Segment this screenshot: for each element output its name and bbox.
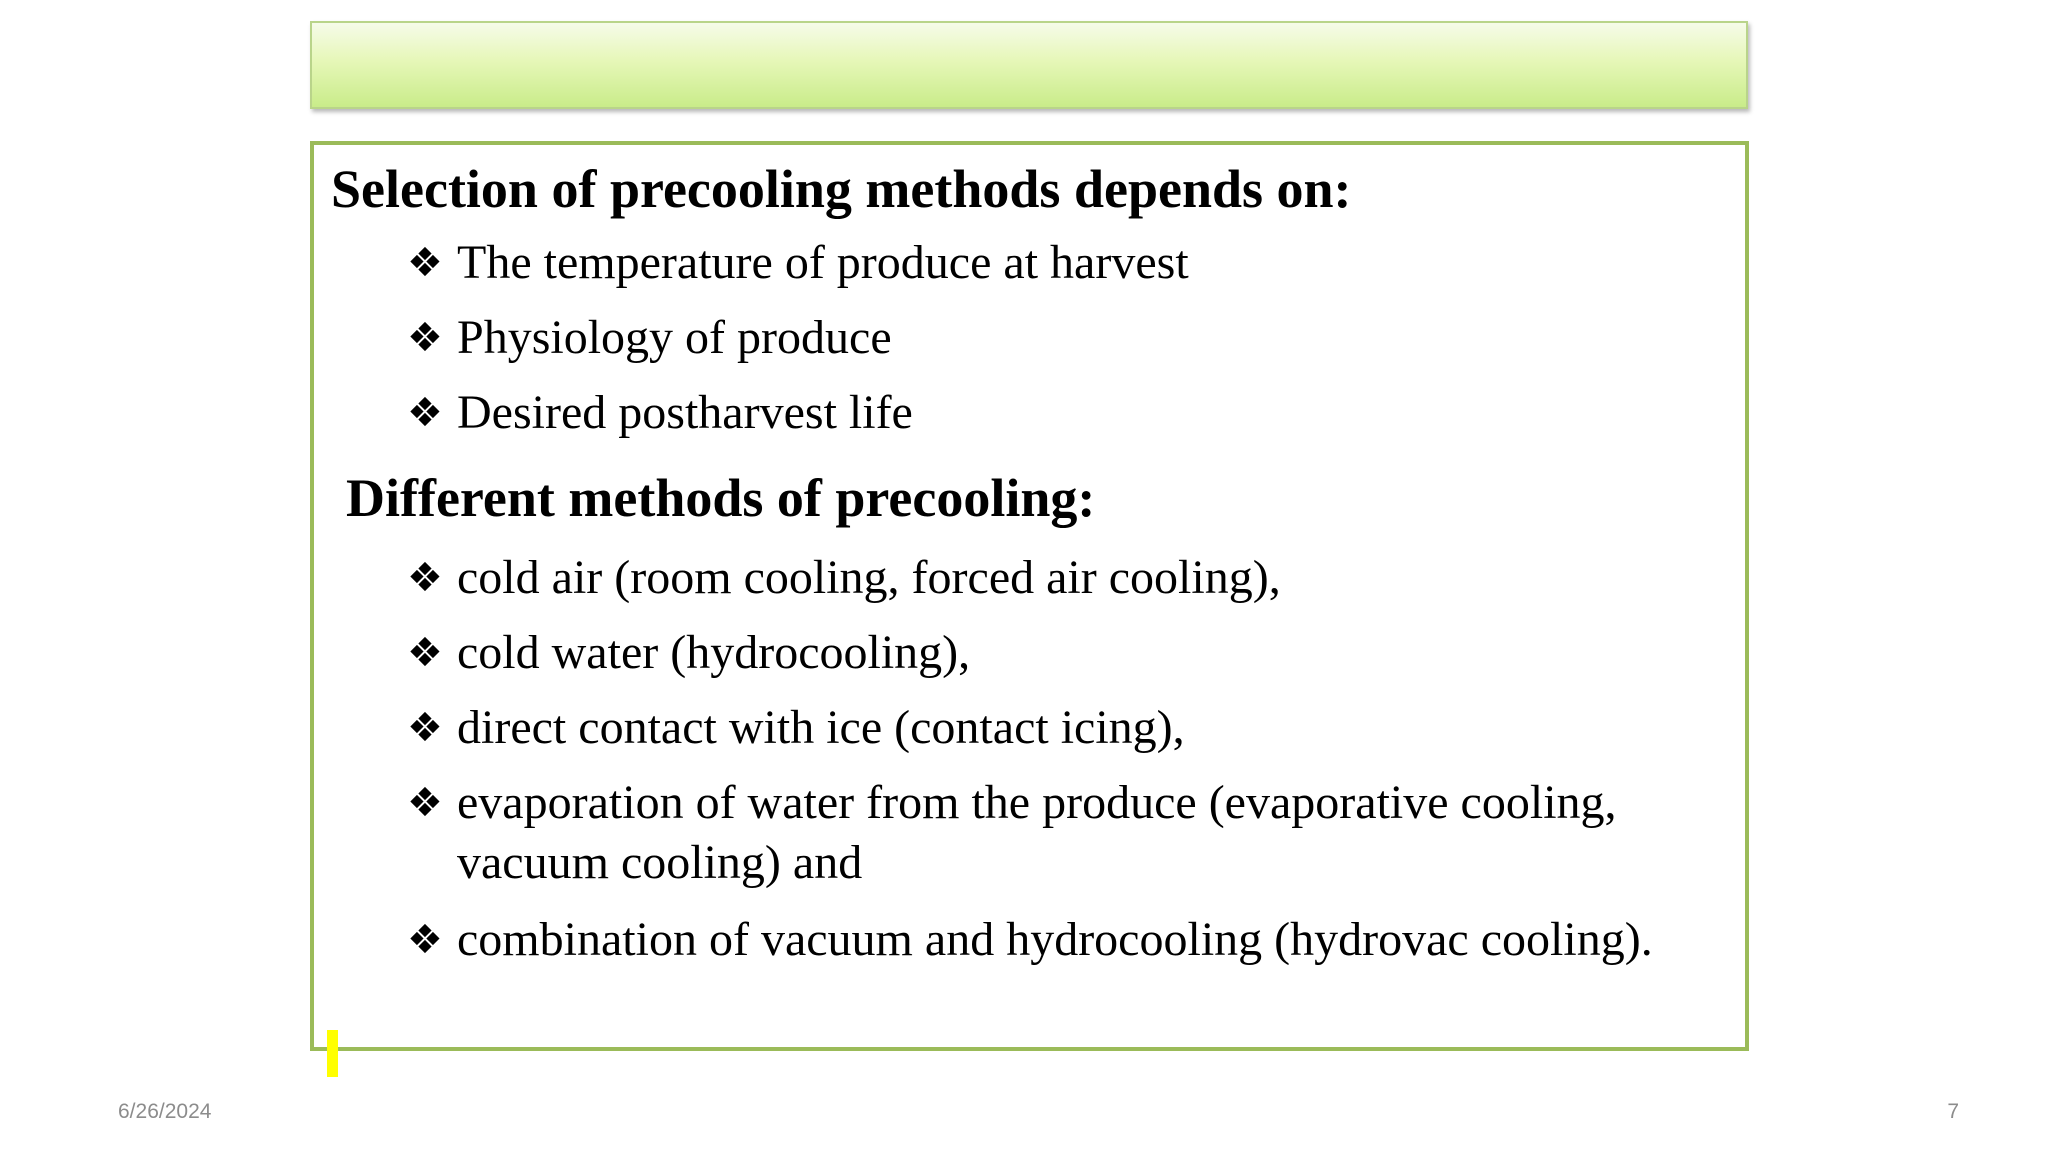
list-item-text: combination of vacuum and hydrocooling (hydrovac cooling). bbox=[457, 913, 1653, 966]
content-box bbox=[310, 141, 1749, 1051]
slide-number: 7 bbox=[1947, 1100, 1959, 1123]
list-item-text: cold water (hydrocooling), bbox=[457, 626, 971, 679]
list-item-text: Desired postharvest life bbox=[457, 386, 913, 439]
highlight-marker bbox=[327, 1030, 338, 1077]
four-diamond-bullet-icon: ❖ bbox=[407, 555, 443, 601]
four-diamond-bullet-icon: ❖ bbox=[407, 315, 443, 361]
four-diamond-bullet-icon: ❖ bbox=[407, 705, 443, 751]
heading-methods: Different methods of precooling: bbox=[346, 468, 1096, 528]
four-diamond-bullet-icon: ❖ bbox=[407, 240, 443, 286]
list-item-text: The temperature of produce at harvest bbox=[457, 236, 1189, 289]
heading-selection-criteria: Selection of precooling methods depends on: bbox=[331, 159, 1352, 219]
list-item bbox=[409, 773, 1707, 893]
four-diamond-bullet-icon: ❖ bbox=[407, 390, 443, 436]
four-diamond-bullet-icon: ❖ bbox=[407, 917, 443, 963]
list-item-text: cold air (room cooling, forced air cooling), bbox=[457, 551, 1281, 604]
list-item bbox=[409, 910, 1707, 970]
list-item bbox=[409, 623, 1707, 683]
list-item bbox=[409, 548, 1707, 608]
list-item bbox=[409, 233, 1707, 293]
footer-date: 6/26/2024 bbox=[118, 1100, 212, 1123]
four-diamond-bullet-icon: ❖ bbox=[407, 630, 443, 676]
list-item-text: evaporation of water from the produce (evaporative cooling, vacuum cooling) and bbox=[457, 776, 1617, 889]
list-item-text: Physiology of produce bbox=[457, 311, 892, 364]
list-item bbox=[409, 698, 1707, 758]
list-item bbox=[409, 308, 1707, 368]
list-item bbox=[409, 383, 1707, 443]
slide-title-bar bbox=[310, 21, 1748, 109]
four-diamond-bullet-icon: ❖ bbox=[407, 780, 443, 826]
list-item-text: direct contact with ice (contact icing), bbox=[457, 701, 1185, 754]
